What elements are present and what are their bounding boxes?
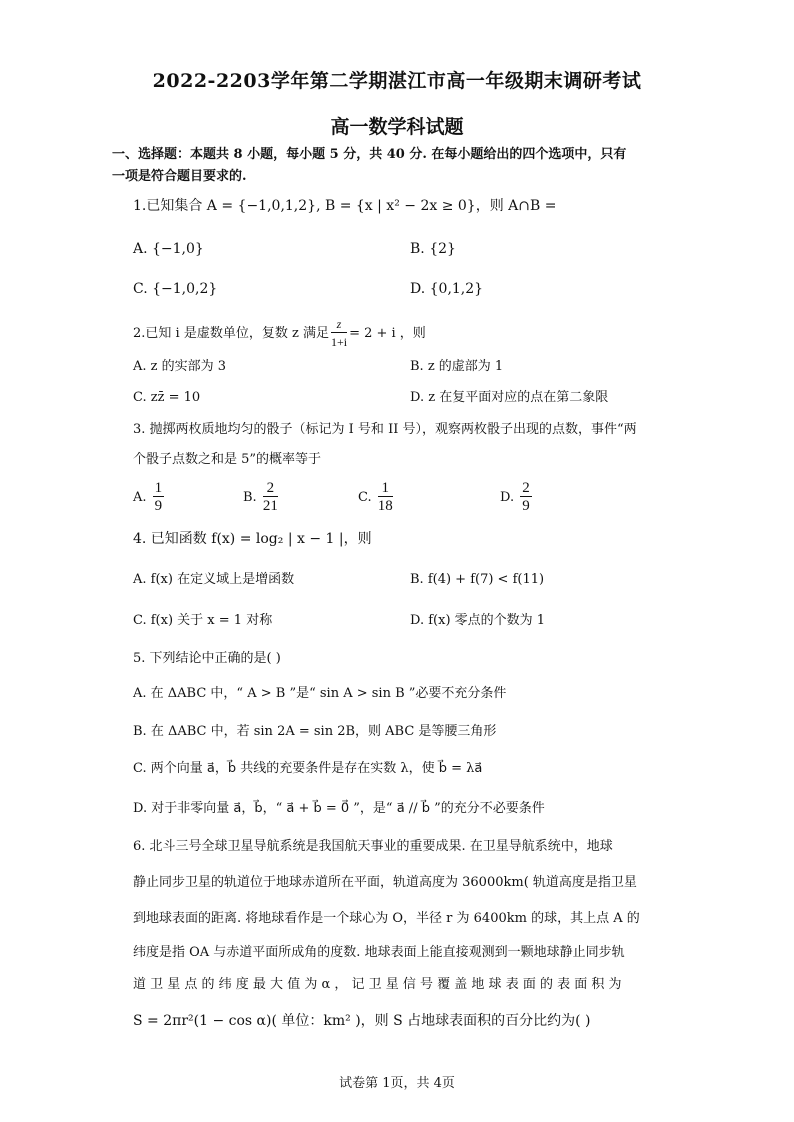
question-3-option-b: [243, 478, 280, 518]
question-3-option-a: [133, 478, 166, 518]
question-4-stem: 4. 已知函数 f(x) = log₂ | x − 1 |，则: [133, 531, 372, 547]
fraction-denominator: 9: [154, 498, 163, 514]
question-4-option-b: B. f(4) + f(7) < f(11): [410, 572, 545, 587]
option-fraction: [263, 480, 278, 515]
question-2-option-a: A. z 的实部为 3: [133, 359, 227, 374]
question-6-line-1: 6. 北斗三号全球卫星导航系统是我国航天事业的重要成果. 在卫星导航系统中，地球: [133, 839, 613, 854]
fraction-denominator: 21: [262, 498, 278, 514]
question-4-option-a: A. f(x) 在定义域上是增函数: [133, 572, 295, 587]
exam-subtitle: 高一数学科试题: [330, 116, 464, 138]
question-2-fraction: [331, 316, 347, 351]
question-3-option-c: [358, 478, 395, 518]
question-1-stem: 1.已知集合 A = {−1,0,1,2}, B = {x | x² − 2x ≥ 0}，则 A∩B =: [133, 198, 557, 214]
question-1-option-c: C. {−1,0,2}: [133, 281, 218, 297]
question-4-option-d: D. f(x) 零点的个数为 1: [410, 613, 546, 628]
question-3-option-d: [500, 478, 534, 518]
exam-title: 2022-2203学年第二学期湛江市高一年级期末调研考试: [152, 70, 642, 92]
question-1-option-b: B. {2}: [410, 241, 456, 257]
question-5-option-a: A. 在 ΔABC 中，“ A > B ”是“ sin A > sin B ”必要不充分条件: [133, 686, 507, 701]
option-fraction: [520, 480, 532, 515]
question-2-option-d: D. z 在复平面对应的点在第二象限: [410, 390, 609, 405]
question-6-line-6: S = 2πr²(1 − cos α)( 单位：km² )，则 S 占地球表面积的百分比约为( ): [133, 1013, 591, 1029]
question-1-option-d: D. {0,1,2}: [410, 281, 484, 297]
question-3-line-2: 个骰子点数之和是 5”的概率等于: [133, 452, 322, 467]
fraction-numerator: 1: [154, 480, 163, 496]
question-5-option-c: C. 两个向量 a⃗，b⃗ 共线的充要条件是存在实数 λ，使 b⃗ = λa⃗: [133, 761, 483, 776]
fraction-numerator: z: [331, 316, 347, 333]
fraction-denominator: 9: [522, 498, 530, 514]
question-5-stem: 5. 下列结论中正确的是( ): [133, 651, 281, 666]
question-2-stem-post: = 2 + i ，则: [349, 326, 426, 341]
question-3-line-1: 3. 抛掷两枚质地均匀的骰子（标记为 I 号和 II 号），观察两枚骰子出现的点数，事件“两: [133, 422, 637, 437]
fraction-numerator: 2: [522, 480, 530, 496]
question-2-stem-pre: 2.已知 i 是虚数单位，复数 z 满足: [133, 326, 329, 341]
question-1-option-a: A. {−1,0}: [133, 241, 204, 257]
fraction-denominator: 1+i: [330, 335, 348, 349]
question-2-option-c: C. zz̄ = 10: [133, 390, 201, 405]
option-label: C.: [358, 490, 372, 505]
section-instruction-line-1: 一、选择题：本题共 8 小题，每小题 5 分，共 40 分. 在每小题给出的四个选项中，只有: [112, 147, 627, 162]
option-label: A.: [133, 490, 147, 505]
question-2-stem: [133, 316, 426, 348]
fraction-numerator: 2: [263, 480, 278, 497]
question-5-option-d: D. 对于非零向量 a⃗，b⃗，“ a⃗ + b⃗ = 0⃗ ”，是“ a⃗ // b⃗ ”的充分不必要条件: [133, 801, 545, 816]
question-6-line-4: 纬度是指 OA 与赤道平面所成角的度数. 地球表面上能直接观测到一颗地球静止同步轨: [133, 945, 625, 960]
question-6-line-3: 到地球表面的距离. 将地球看作是一个球心为 O，半径 r 为 6400km 的球，其上点 A 的: [133, 911, 640, 926]
option-fraction: [378, 480, 393, 515]
page-footer: 试卷第 1页，共 4页: [339, 1076, 455, 1091]
fraction-numerator: 1: [378, 480, 393, 497]
fraction-denominator: 18: [377, 498, 393, 514]
question-5-option-b: B. 在 ΔABC 中，若 sin 2A = sin 2B，则 ABC 是等腰三角形: [133, 724, 497, 739]
option-label: B.: [243, 490, 257, 505]
question-4-option-c: C. f(x) 关于 x = 1 对称: [133, 613, 273, 628]
option-label: D.: [500, 490, 515, 505]
question-6-line-2: 静止同步卫星的轨道位于地球赤道所在平面，轨道高度为 36000km( 轨道高度是指卫星: [133, 875, 637, 890]
question-6-line-5: 道 卫 星 点 的 纬 度 最 大 值 为 α ， 记 卫 星 信 号 覆 盖 地 球 表 面 的 表 面 积 为: [133, 977, 622, 992]
section-instruction-line-2: 一项是符合题目要求的.: [112, 169, 247, 184]
option-fraction: [153, 480, 165, 515]
question-2-option-b: B. z 的虚部为 1: [410, 359, 504, 374]
